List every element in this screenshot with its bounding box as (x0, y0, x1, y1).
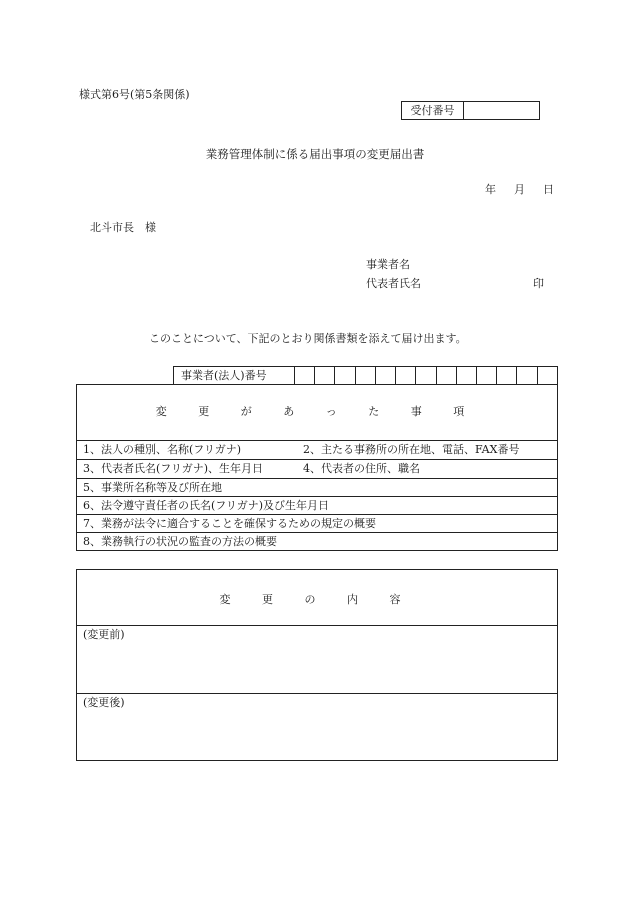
change-item-row-1 (77, 440, 557, 459)
date-month: 月 (514, 183, 525, 196)
after-change-label: (変更後) (83, 696, 125, 709)
changed-items-heading: 変 更 が あ っ た 事 項 (155, 405, 479, 418)
business-number-digit-cell[interactable] (537, 367, 557, 385)
change-item-2[interactable]: 2、主たる事務所の所在地、電話、FAX番号 (303, 443, 520, 456)
business-number-digit-cell[interactable] (375, 367, 395, 385)
change-item-3[interactable]: 3、代表者氏名(フリガナ)、生年月日 (83, 462, 264, 475)
business-number-digit-cell[interactable] (334, 367, 354, 385)
business-number-digit-cell[interactable] (415, 367, 435, 385)
before-change-section[interactable] (77, 625, 557, 693)
reception-number-field[interactable] (463, 102, 539, 119)
change-item-8[interactable]: 8、業務執行の状況の監査の方法の概要 (83, 535, 277, 548)
before-change-label: (変更前) (83, 628, 125, 641)
business-number-digit-cell[interactable] (496, 367, 516, 385)
seal-mark: 印 (533, 277, 544, 290)
date-day: 日 (543, 183, 554, 196)
business-number-digit-cell[interactable] (476, 367, 496, 385)
change-item-5[interactable]: 5、事業所名称等及び所在地 (83, 481, 222, 494)
document-title: 業務管理体制に係る届出事項の変更届出書 (205, 147, 425, 161)
date-year: 年 (485, 183, 496, 196)
form-number: 様式第6号(第5条関係) (79, 88, 190, 101)
date-line (485, 181, 554, 197)
business-number-digit-cell[interactable] (294, 367, 314, 385)
change-item-row-3 (77, 478, 557, 496)
addressee: 北斗市長 様 (90, 221, 156, 234)
reception-number-label: 受付番号 (410, 104, 455, 117)
business-number-digit-cell[interactable] (456, 367, 476, 385)
change-item-row-4 (77, 496, 557, 514)
business-number-digit-cell[interactable] (516, 367, 536, 385)
business-number-digit-cell[interactable] (355, 367, 375, 385)
change-item-1[interactable]: 1、法人の種別、名称(フリガナ) (83, 443, 242, 456)
business-name-label: 事業者名 (366, 258, 410, 271)
submission-statement: このことについて、下記のとおり関係書類を添えて届け出ます。 (149, 332, 467, 345)
reception-number-box (401, 101, 540, 120)
change-details-heading: 変 更 の 内 容 (219, 593, 415, 606)
after-change-section[interactable] (77, 693, 557, 760)
change-item-4[interactable]: 4、代表者の住所、職名 (303, 462, 420, 475)
change-details-table (76, 569, 558, 761)
changed-items-table (76, 384, 558, 551)
change-item-6[interactable]: 6、法令遵守責任者の氏名(フリガナ)及び生年月日 (83, 499, 330, 512)
business-number-row (173, 366, 558, 385)
change-item-7[interactable]: 7、業務が法令に適合することを確保するための規定の概要 (83, 517, 376, 530)
change-item-row-2 (77, 459, 557, 478)
change-item-row-5 (77, 514, 557, 532)
change-item-row-6 (77, 532, 557, 550)
business-number-digit-cell[interactable] (436, 367, 456, 385)
business-number-digit-cell[interactable] (395, 367, 415, 385)
business-number-digit-cell[interactable] (314, 367, 334, 385)
representative-name-label: 代表者氏名 (366, 277, 421, 290)
business-number-label: 事業者(法人)番号 (181, 369, 267, 382)
